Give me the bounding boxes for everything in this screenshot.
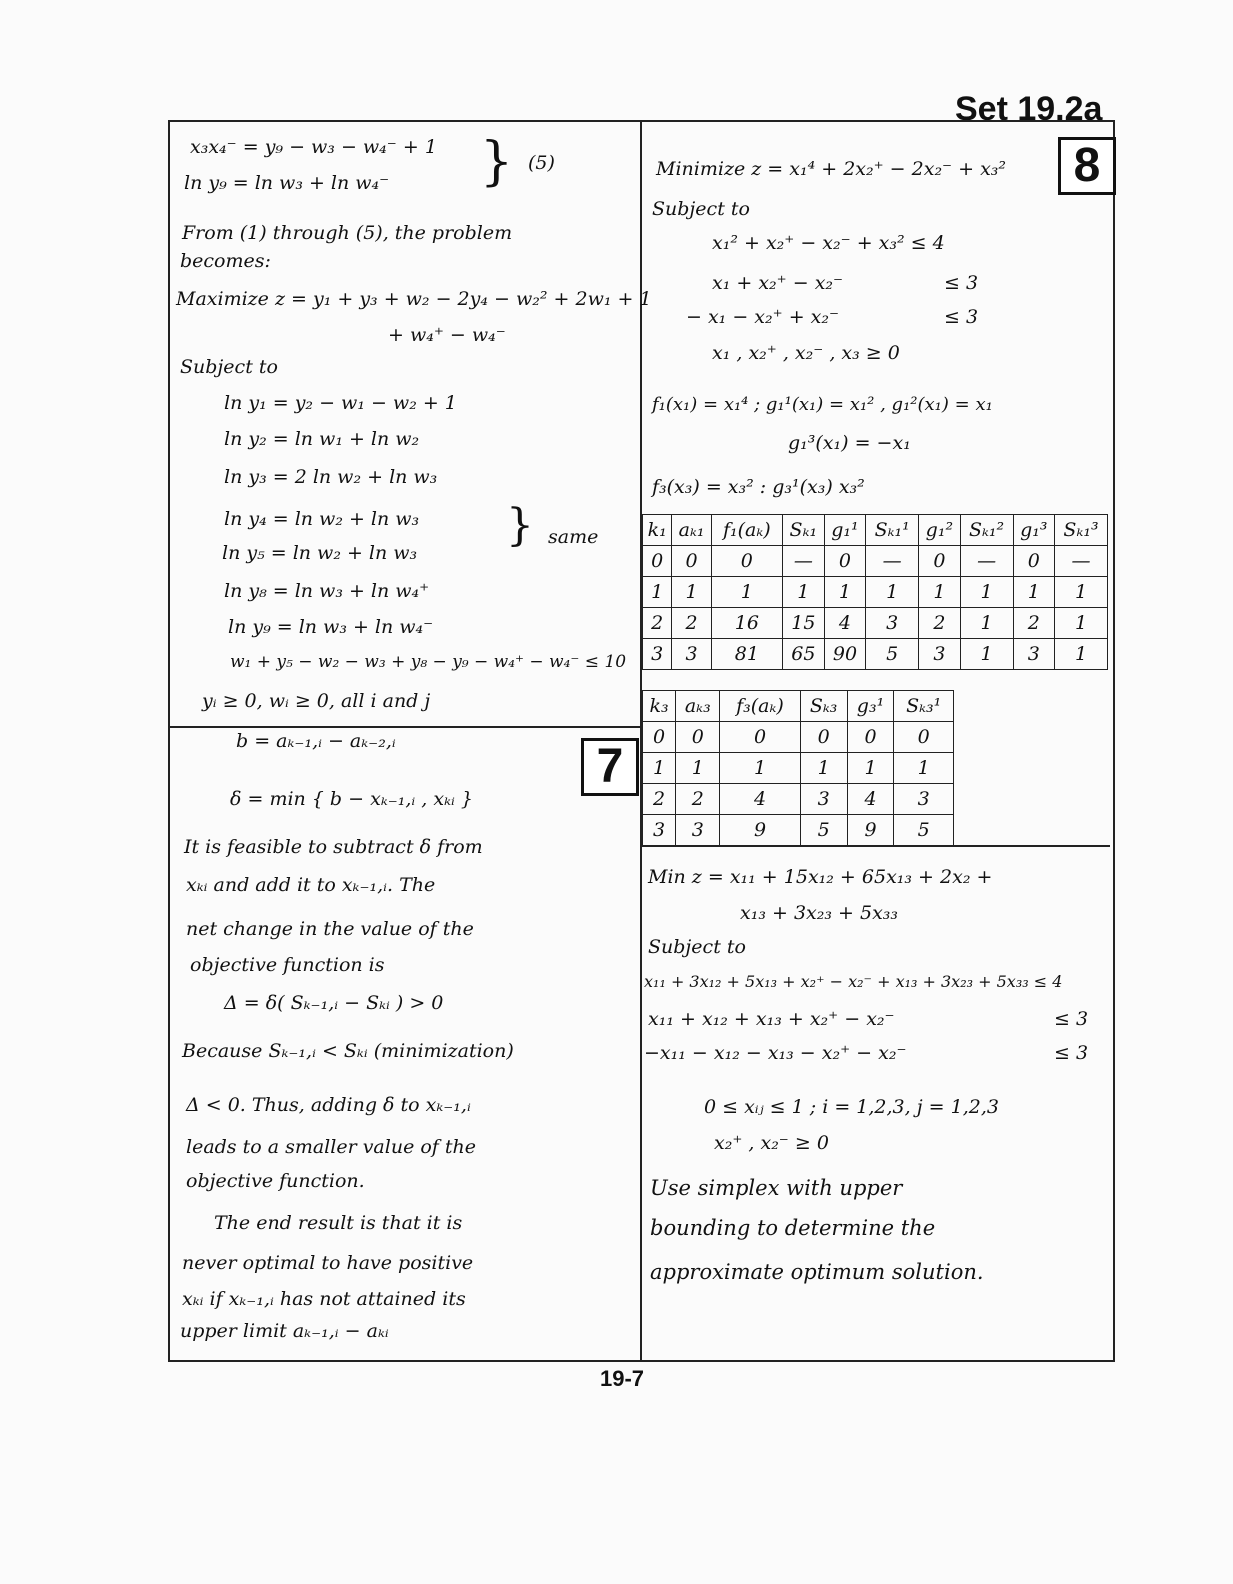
constraint-line-2: ln y₂ = ln w₁ + ln w₂: [224, 428, 420, 450]
table-cell: 0: [676, 722, 720, 753]
table-row: [643, 784, 954, 815]
table-cell: 3: [919, 639, 961, 670]
problem-7-badge: 7: [581, 738, 639, 796]
function-defs-line-3: f₃(x₃) = x₃² : g₃¹(x₃) x₃²: [652, 476, 865, 498]
table-cell: 3: [866, 608, 919, 639]
table-row: [643, 577, 1108, 608]
table-row: [643, 722, 954, 753]
table-row: [643, 753, 954, 784]
table-header-row: [643, 515, 1108, 546]
table-cell: 0: [894, 722, 954, 753]
table-row: [643, 639, 1108, 670]
table-cell: —: [1055, 546, 1108, 577]
table-cell: 1: [824, 577, 866, 608]
table-cell: 2: [643, 784, 676, 815]
table-cell: 2: [919, 608, 961, 639]
table-cell: 81: [711, 639, 782, 670]
bounds-line: 0 ≤ xᵢⱼ ≤ 1 ; i = 1,2,3, j = 1,2,3: [704, 1096, 999, 1118]
objective-line-1: Maximize z = y₁ + y₃ + w₂ − 2y₄ − w₂² + 2w₁ + 1: [176, 288, 652, 310]
panel-top-right: [648, 132, 1108, 512]
table-cell: 1: [676, 753, 720, 784]
text-line-4: objective function is: [190, 954, 385, 976]
table-cell: 3: [672, 639, 711, 670]
table-cell: 1: [960, 639, 1013, 670]
table-cell: 2: [672, 608, 711, 639]
table-cell: —: [782, 546, 824, 577]
table-cell: 15: [782, 608, 824, 639]
text-line-6: Δ < 0. Thus, adding δ to xₖ₋₁,ᵢ: [186, 1094, 471, 1116]
header-cell: g₁³: [1013, 515, 1055, 546]
table-cell: 1: [1055, 608, 1108, 639]
table-cell: 0: [643, 546, 672, 577]
panel-bottom-left: [176, 730, 576, 1355]
table-cell: 0: [643, 722, 676, 753]
table-cell: 1: [960, 608, 1013, 639]
table-cell: 1: [1055, 639, 1108, 670]
constraint-rhs-2: ≤ 3: [944, 272, 979, 294]
header-cell: f₃(aₖ): [720, 691, 800, 722]
text-line-5: Because Sₖ₋₁,ᵢ < Sₖᵢ (minimization): [182, 1040, 514, 1062]
text-line-1: Use simplex with upper: [650, 1176, 903, 1200]
table-cell: 1: [672, 577, 711, 608]
table-cell: 5: [894, 815, 954, 846]
table-cell: 4: [847, 784, 894, 815]
objective-line: Minimize z = x₁⁴ + 2x₂⁺ − 2x₂⁻ + x₃²: [656, 158, 1007, 180]
header-cell: Sₖ₃¹: [894, 691, 954, 722]
table-cell: 3: [800, 784, 847, 815]
text-line-10: never optimal to have positive: [182, 1252, 474, 1274]
page-number: 19-7: [600, 1366, 645, 1391]
table-cell: 2: [643, 608, 672, 639]
header-cell: aₖ₃: [676, 691, 720, 722]
objective-line-1: Min z = x₁₁ + 15x₁₂ + 65x₁₃ + 2x₂ +: [648, 866, 993, 888]
function-defs-line-2: g₁³(x₁) = −x₁: [788, 432, 911, 454]
objective-line-2: + w₄⁺ − w₄⁻: [388, 324, 506, 346]
header-cell: Sₖ₁¹: [866, 515, 919, 546]
nonnegativity-line: x₁ , x₂⁺ , x₂⁻ , x₃ ≥ 0: [712, 342, 900, 364]
constraint-line-6: ln y₈ = ln w₃ + ln w₄⁺: [224, 580, 430, 602]
constraint-rhs-2: ≤ 3: [1054, 1008, 1089, 1030]
table-cell: 0: [824, 546, 866, 577]
header-cell: g₁²: [919, 515, 961, 546]
table-cell: 3: [643, 815, 676, 846]
table-cell: 0: [672, 546, 711, 577]
table-cell: 5: [866, 639, 919, 670]
table-cell: 4: [720, 784, 800, 815]
table-cell: 5: [800, 815, 847, 846]
table-cell: 0: [919, 546, 961, 577]
table-cell: 16: [711, 608, 782, 639]
table-cell: 9: [720, 815, 800, 846]
table-cell: 1: [1055, 577, 1108, 608]
text-line-2: bounding to determine the: [650, 1216, 936, 1240]
eq-delta: δ = min { b − xₖ₋₁,ᵢ , xₖᵢ }: [230, 788, 473, 810]
table-cell: 3: [676, 815, 720, 846]
text-line-3: approximate optimum solution.: [650, 1260, 984, 1284]
table-cell: 9: [847, 815, 894, 846]
eq-label-5: (5): [528, 152, 555, 174]
constraint-line-1: ln y₁ = y₂ − w₁ − w₂ + 1: [224, 392, 457, 414]
header-cell: f₁(aₖ): [711, 515, 782, 546]
header-cell: Sₖ₃: [800, 691, 847, 722]
table-cell: 1: [866, 577, 919, 608]
function-defs-line-1: f₁(x₁) = x₁⁴ ; g₁¹(x₁) = x₁² , g₁²(x₁) = x₁: [652, 394, 993, 415]
text-line-12: upper limit aₖ₋₁,ᵢ − aₖᵢ: [180, 1320, 389, 1342]
eq-Delta: Δ = δ( Sₖ₋₁,ᵢ − Sₖᵢ ) > 0: [224, 992, 444, 1014]
subject-to-label: Subject to: [180, 356, 278, 378]
table-cell: 90: [824, 639, 866, 670]
text-line-7: leads to a smaller value of the: [186, 1136, 476, 1158]
table-cell: 0: [800, 722, 847, 753]
text-line-4: becomes:: [180, 250, 271, 272]
table-header-row: [643, 691, 954, 722]
header-cell: k₃: [643, 691, 676, 722]
same-label: same: [548, 526, 599, 548]
panel-top-left: [176, 132, 652, 722]
table-cell: 1: [782, 577, 824, 608]
table-cell: 1: [643, 753, 676, 784]
constraint-line-7: ln y₉ = ln w₃ + ln w₄⁻: [228, 616, 434, 638]
table-row: [643, 608, 1108, 639]
header-cell: k₁: [643, 515, 672, 546]
table-cell: 2: [676, 784, 720, 815]
table-cell: 3: [643, 639, 672, 670]
table-cell: 3: [1013, 639, 1055, 670]
text-line-3: From (1) through (5), the problem: [182, 222, 513, 244]
eq-b: b = aₖ₋₁,ᵢ − aₖ₋₂,ᵢ: [236, 730, 396, 752]
set-title: Set 19.2a: [955, 90, 1103, 128]
header-cell: g₃¹: [847, 691, 894, 722]
nonnegativity-line: yᵢ ≥ 0, wᵢ ≥ 0, all i and j: [202, 690, 431, 712]
table-cell: —: [960, 546, 1013, 577]
table-cell: 1: [960, 577, 1013, 608]
nonnegativity-line: x₂⁺ , x₂⁻ ≥ 0: [714, 1132, 829, 1154]
constraint-line-8: w₁ + y₅ − w₂ − w₃ + y₈ − y₉ − w₄⁺ − w₄⁻ ≤ 10: [230, 652, 627, 672]
text-line-2: xₖᵢ and add it to xₖ₋₁,ᵢ. The: [186, 874, 436, 896]
table-cell: —: [866, 546, 919, 577]
table-cell: 4: [824, 608, 866, 639]
eq-line-1: x₃x₄⁻ = y₉ − w₃ − w₄⁻ + 1: [190, 136, 437, 158]
table-cell: 1: [1013, 577, 1055, 608]
objective-line-2: x₁₃ + 3x₂₃ + 5x₃₃: [740, 902, 899, 924]
header-cell: aₖ₁: [672, 515, 711, 546]
table-cell: 1: [894, 753, 954, 784]
constraint-rhs-3: ≤ 3: [1054, 1042, 1089, 1064]
header-cell: Sₖ₁²: [960, 515, 1013, 546]
table-cell: 1: [800, 753, 847, 784]
text-line-1: It is feasible to subtract δ from: [184, 836, 483, 858]
table-cell: 3: [894, 784, 954, 815]
table-cell: 65: [782, 639, 824, 670]
constraint-line-2: x₁₁ + x₁₂ + x₁₃ + x₂⁺ − x₂⁻: [648, 1008, 895, 1030]
constraint-line-1: x₁₁ + 3x₁₂ + 5x₁₃ + x₂⁺ − x₂⁻ + x₁₃ + 3x₂₃ + 5x₃₃ ≤ 4: [644, 972, 1063, 991]
subject-to-label: Subject to: [648, 936, 746, 958]
text-line-11: xₖᵢ if xₖ₋₁,ᵢ has not attained its: [182, 1288, 466, 1310]
constraint-line-3: −x₁₁ − x₁₂ − x₁₃ − x₂⁺ − x₂⁻: [644, 1042, 907, 1064]
constraint-line-1: x₁² + x₂⁺ − x₂⁻ + x₃² ≤ 4: [712, 232, 945, 254]
constraint-line-5: ln y₅ = ln w₂ + ln w₃: [222, 542, 418, 564]
header-cell: Sₖ₁³: [1055, 515, 1108, 546]
constraint-rhs-3: ≤ 3: [944, 306, 979, 328]
table-cell: 2: [1013, 608, 1055, 639]
table-cell: 1: [643, 577, 672, 608]
header-cell: Sₖ₁: [782, 515, 824, 546]
header-cell: g₁¹: [824, 515, 866, 546]
text-line-9: The end result is that it is: [214, 1212, 463, 1234]
table-cell: 0: [711, 546, 782, 577]
table-cell: 0: [720, 722, 800, 753]
table-grid-x1: [642, 514, 1108, 670]
panel-bottom-right: [644, 858, 1106, 1338]
constraint-line-2: x₁ + x₂⁺ − x₂⁻: [712, 272, 844, 294]
brace-icon: }: [506, 500, 534, 551]
left-horizontal-divider: [168, 726, 640, 728]
table-cell: 1: [847, 753, 894, 784]
table-row: [643, 815, 954, 846]
problem-8-badge: 8: [1058, 137, 1116, 195]
text-line-8: objective function.: [186, 1170, 365, 1192]
constraint-line-4: ln y₄ = ln w₂ + ln w₃: [224, 508, 420, 530]
table-row: [643, 546, 1108, 577]
table-cell: 1: [919, 577, 961, 608]
eq-line-2: ln y₉ = ln w₃ + ln w₄⁻: [184, 172, 390, 194]
table-cell: 0: [1013, 546, 1055, 577]
table-grid-x3: [642, 690, 954, 846]
subject-to-label: Subject to: [652, 198, 750, 220]
table-cell: 0: [847, 722, 894, 753]
brace-icon: }: [480, 132, 514, 192]
text-line-3: net change in the value of the: [186, 918, 474, 940]
table-cell: 1: [720, 753, 800, 784]
constraint-line-3: − x₁ − x₂⁺ + x₂⁻: [686, 306, 840, 328]
constraint-line-3: ln y₃ = 2 ln w₂ + ln w₃: [224, 466, 438, 488]
table-cell: 1: [711, 577, 782, 608]
